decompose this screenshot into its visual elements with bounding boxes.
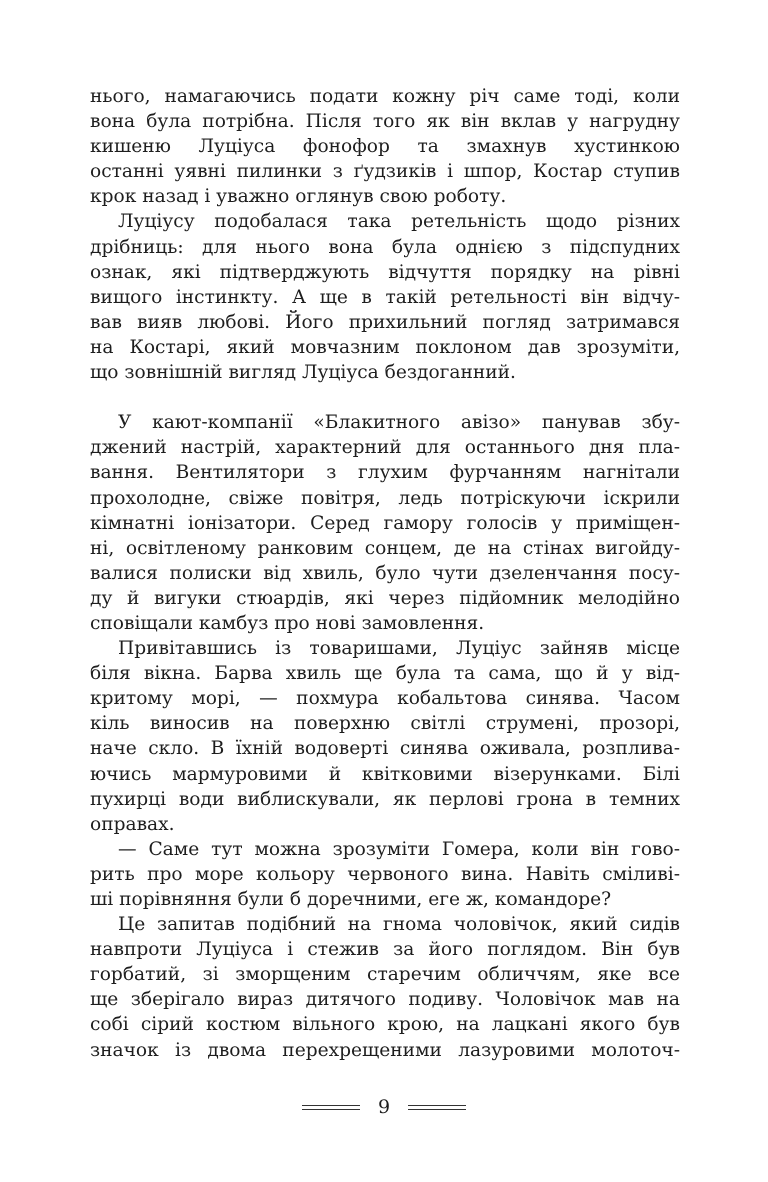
text-line: навпроти Луціуса і стежив за його поглядом. Він був	[90, 939, 680, 961]
text-line: сповіщали камбуз про нові замовлення.	[90, 612, 485, 634]
text-line: кишеню Луціуса фонофор та змахнув хустинкою	[90, 136, 680, 158]
text-line: кіль виносив на поверхню світлі струмені, прозорі,	[90, 713, 680, 735]
text-line: що зовнішній вигляд Луціуса бездоганний.	[90, 362, 516, 384]
text-line: собі сірий костюм вільного крою, на лацкані якого був	[90, 1014, 680, 1036]
text-line: рить про море кольору червоного вина. Навіть сміливі-	[90, 863, 680, 885]
page-body	[90, 84, 680, 1063]
text-line: валися полиски від хвиль, було чути дзеленчання посу-	[90, 562, 680, 584]
paragraph	[90, 410, 680, 636]
text-line: кімнатні іонізатори. Серед гамору голосів у приміщен-	[90, 512, 680, 534]
text-line: крок назад і уважно оглянув свою роботу.	[90, 186, 507, 208]
text-line: пухирці води виблискували, як перлові грона в темних	[90, 788, 680, 810]
text-line: на Костарі, який мовчазним поклоном дав зрозуміти,	[90, 336, 680, 358]
text-line: вищого інстинкту. А ще в такій ретельності він відчу-	[90, 286, 680, 308]
text-line: вання. Вентилятори з глухим фурчанням нагнітали	[90, 462, 680, 484]
text-line: вав вияв любові. Його прихильний погляд затримався	[90, 311, 680, 333]
text-line: дрібниць: для нього вона була однією з підспудних	[90, 236, 680, 258]
text-line: ознак, які підтверджують відчуття порядку на рівні	[90, 261, 680, 283]
section-break	[90, 385, 680, 410]
text-line: Луціусу подобалася така ретельність щодо різних	[118, 211, 680, 233]
text-line: горбатий, зі зморщеним старечим обличчям, яке все	[90, 964, 680, 986]
footer-rule-right	[408, 1105, 466, 1110]
text-line: ще зберігало вираз дитячого подиву. Чоловічок мав на	[90, 989, 680, 1011]
paragraph	[90, 209, 680, 385]
text-line: значок із двома перехрещеними лазуровими молоточ-	[90, 1039, 680, 1061]
paragraph	[90, 84, 680, 209]
text-line: оправах.	[90, 813, 175, 835]
footer-rule-left	[302, 1105, 360, 1110]
text-line: нього, намагаючись подати кожну річ саме тоді, коли	[90, 86, 680, 107]
text-line: Це запитав подібний на гнома чоловічок, який сидів	[118, 914, 680, 936]
text-line: ні, освітленому ранковим сонцем, де на стінах вигойду-	[90, 537, 680, 559]
text-line: критому морі, — похмура кобальтова синява. Часом	[90, 688, 680, 710]
page-footer	[0, 1092, 768, 1122]
text-line: ду й вигуки стюардів, які через підйомник мелодійно	[90, 587, 680, 609]
text-line: біля вікна. Барва хвиль ще була та сама, що й у від-	[90, 663, 680, 685]
page-number: 9	[377, 1096, 391, 1118]
text-line: — Саме тут можна зрозуміти Гомера, коли він гово-	[118, 838, 680, 860]
text-line: ючись мармуровими й квітковими візерунками. Білі	[90, 763, 680, 785]
text-line: Привітавшись із товаришами, Луціус зайняв місце	[118, 638, 680, 660]
paragraph	[90, 837, 680, 912]
paragraph	[90, 912, 680, 1063]
paragraph	[90, 636, 680, 837]
text-line: джений настрій, характерний для останнього дня пла-	[90, 437, 680, 459]
text-line: наче скло. В їхній водоверті синява оживала, розплива-	[90, 738, 680, 760]
text-line: ші порівняння були б доречними, еге ж, командоре?	[90, 889, 612, 910]
text-line: У кают-компанії «Блакитного авізо» панував збу-	[118, 412, 680, 434]
text-line: вона була потрібна. Після того як він вклав у нагрудну	[90, 111, 680, 133]
text-line: прохолодне, свіже повітря, ледь потріскуючи іскрили	[90, 487, 680, 509]
text-line: останні уявні пилинки з ґудзиків і шпор, Костар ступив	[90, 161, 680, 183]
